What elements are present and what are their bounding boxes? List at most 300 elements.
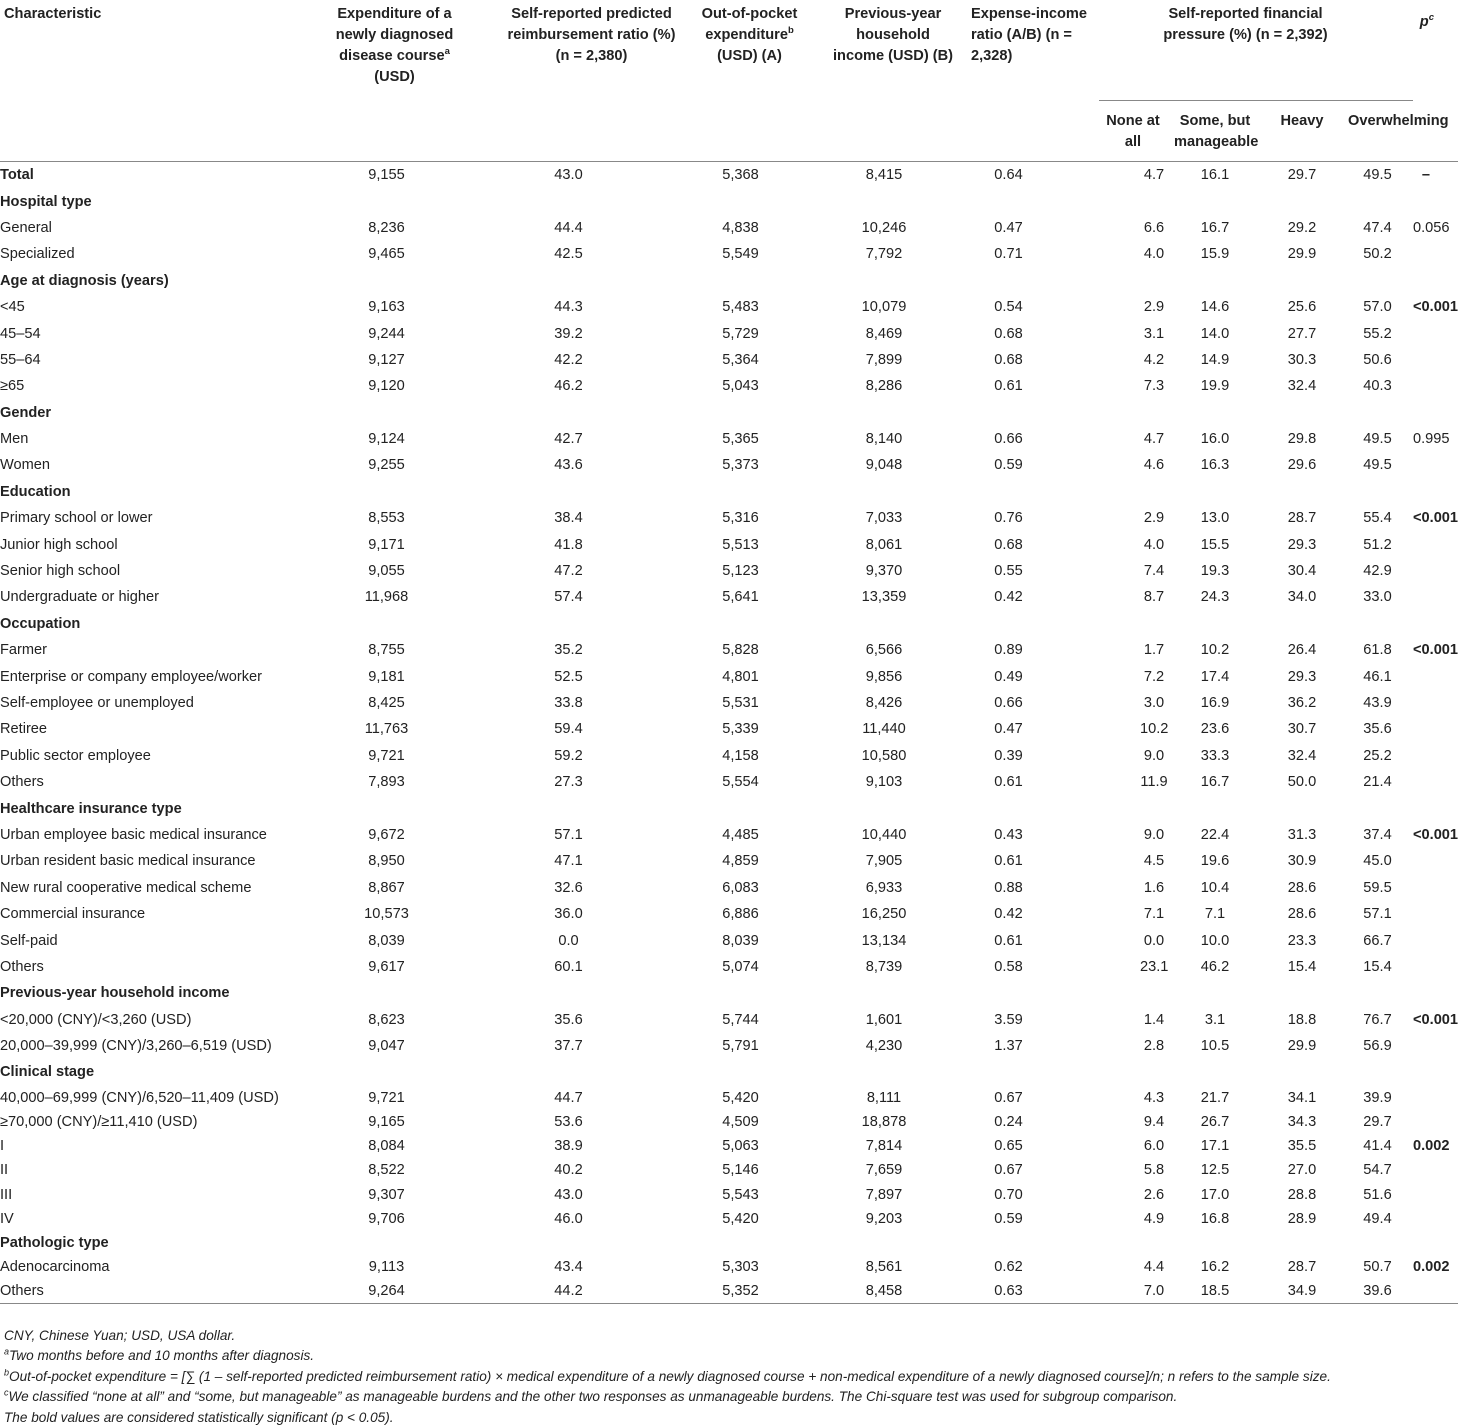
cell-value: 0.54: [994, 299, 1023, 316]
cell-value: 28.6: [1287, 906, 1317, 923]
table-row: [0, 505, 1458, 531]
p-value: [1413, 452, 1458, 478]
cell-value: 41.4: [1363, 1138, 1392, 1155]
cell-value: 0.89: [994, 642, 1023, 659]
cell-value: 8,469: [865, 325, 903, 342]
row-label: Adenocarcinoma: [0, 1259, 110, 1276]
cell-value: 9,124: [368, 431, 405, 448]
cell-value: 17.4: [1200, 668, 1230, 685]
cell-value: 5,543: [722, 1186, 759, 1203]
section-label: Gender: [0, 404, 52, 421]
cell-value: 0.0: [1143, 932, 1165, 949]
cell-value: 11,440: [862, 721, 906, 738]
cell-value: 10,246: [861, 219, 907, 236]
table-row: [0, 215, 1458, 241]
cell-value: 55.4: [1363, 510, 1392, 527]
p-value: 0.002: [1413, 1138, 1450, 1155]
section-label: Healthcare insurance type: [0, 800, 182, 817]
subheader-overwhelming: Overwhelming: [1342, 101, 1413, 162]
table-row: [0, 1033, 1458, 1059]
table-row: [0, 1110, 1458, 1134]
cell-value: 29.7: [1287, 167, 1317, 184]
cell-value: 9,672: [368, 826, 405, 843]
cell-value: 5,420: [722, 1089, 759, 1106]
cell-value: 4,485: [722, 826, 759, 843]
p-value: [1413, 1279, 1458, 1304]
cell-value: 16.1: [1200, 167, 1230, 184]
cell-value: 16.7: [1200, 774, 1230, 791]
cell-value: 15.5: [1200, 536, 1230, 553]
cell-value: 56.9: [1363, 1038, 1392, 1055]
table-row: [0, 1279, 1458, 1304]
cell-value: 42.9: [1363, 563, 1392, 580]
table-row: [0, 426, 1458, 452]
cell-value: 32.4: [1287, 378, 1317, 395]
cell-value: 7.2: [1143, 668, 1165, 685]
cell-value: 34.0: [1287, 589, 1317, 606]
cell-value: 1.6: [1143, 879, 1165, 896]
section-row: [0, 188, 1458, 214]
cell-value: 46.1: [1363, 668, 1392, 685]
cell-value: 6.0: [1143, 1138, 1165, 1155]
p-value: [1413, 690, 1458, 716]
footnote-b: $^b$Out-of-pocket expenditure = [∑ (1 – self-reported predicted reimbursement ratio) × medical expenditure of a newly diagnosed course + non-medical expenditure of a newly diagnosed course]/n; n refers to the sample size.: [4, 1367, 1331, 1384]
cell-value: 5,554: [722, 774, 759, 791]
cell-value: 5,549: [722, 246, 759, 263]
cell-value: 0.61: [994, 853, 1023, 870]
cell-value: 6,886: [722, 906, 759, 923]
header-characteristic: Characteristic: [4, 6, 102, 22]
cell-value: 33.3: [1200, 747, 1230, 764]
cell-value: 50.6: [1363, 351, 1392, 368]
cell-value: 0.43: [994, 826, 1023, 843]
cell-value: 57.0: [1363, 299, 1392, 316]
table-row: [0, 822, 1458, 848]
cell-value: 47.4: [1363, 219, 1392, 236]
p-value: [1413, 743, 1458, 769]
cell-value: 8,623: [368, 1011, 405, 1028]
cell-value: 47.2: [554, 563, 583, 580]
cell-value: 7.1: [1204, 906, 1226, 923]
cell-value: 5,063: [722, 1138, 759, 1155]
cell-value: 49.5: [1363, 167, 1392, 184]
cell-value: 0.42: [994, 589, 1023, 606]
cell-value: 0.59: [994, 457, 1023, 474]
row-label: <20,000 (CNY)/<3,260 (USD): [0, 1011, 192, 1028]
row-label: 45–54: [0, 325, 41, 342]
cell-value: 57.1: [554, 826, 583, 843]
cell-value: 46.0: [554, 1210, 583, 1227]
cell-value: 1.7: [1143, 642, 1165, 659]
header-household-income: Previous-year household income (USD) (B): [833, 6, 953, 64]
cell-value: 4.3: [1143, 1089, 1165, 1106]
section-label: Education: [0, 483, 71, 500]
table-row: [0, 558, 1458, 584]
cell-value: 16.8: [1200, 1210, 1230, 1227]
cell-value: 28.8: [1287, 1186, 1317, 1203]
cell-value: 11,763: [364, 721, 409, 738]
cell-value: 10.2: [1140, 721, 1169, 738]
cell-value: 35.6: [1363, 721, 1392, 738]
cell-value: 8,522: [368, 1162, 405, 1179]
cell-value: 0.59: [994, 1210, 1023, 1227]
cell-value: 50.0: [1287, 774, 1317, 791]
cell-value: 4.7: [1143, 167, 1165, 184]
table-body: [0, 162, 1458, 1304]
cell-value: 49.5: [1363, 431, 1392, 448]
cell-value: 7.0: [1098, 1279, 1168, 1304]
table-row: [0, 294, 1458, 320]
cell-value: 5,420: [722, 1210, 759, 1227]
table-row: [0, 373, 1458, 399]
cell-value: 19.9: [1200, 378, 1230, 395]
row-label: Enterprise or company employee/worker: [0, 668, 262, 685]
subheader-some-manageable: Some, but manageable: [1168, 101, 1262, 162]
footnote-abbreviations: CNY, Chinese Yuan; USD, USA dollar.: [4, 1328, 236, 1343]
cell-value: 57.4: [554, 589, 583, 606]
cell-value: 16.7: [1200, 219, 1230, 236]
table-row: [0, 1158, 1458, 1182]
header-reimbursement: Self-reported predicted reimbursement ratio (%) (n = 2,380): [507, 6, 676, 64]
cell-value: 32.6: [554, 879, 583, 896]
cell-value: 28.7: [1287, 1259, 1317, 1276]
cell-value: 27.7: [1287, 325, 1317, 342]
cell-value: 9.4: [1143, 1113, 1165, 1130]
row-label: Farmer: [0, 642, 48, 659]
cell-value: 7,897: [865, 1186, 903, 1203]
cell-value: 39.2: [554, 325, 583, 342]
cell-value: 29.3: [1287, 668, 1317, 685]
cell-value: 9,113: [368, 1259, 405, 1276]
row-label: Undergraduate or higher: [0, 589, 160, 606]
cell-value: 1.37: [994, 1038, 1023, 1055]
cell-value: 61.8: [1363, 642, 1392, 659]
cell-value: 42.7: [554, 431, 583, 448]
cell-value: 7.3: [1143, 378, 1165, 395]
row-label: 20,000–39,999 (CNY)/3,260–6,519 (USD): [0, 1038, 272, 1055]
table-row: [0, 1182, 1458, 1206]
cell-value: 23.1: [1140, 958, 1169, 975]
cell-value: 0.68: [994, 325, 1023, 342]
cell-value: 0.61: [994, 378, 1023, 395]
cell-value: 39.9: [1363, 1089, 1392, 1106]
cell-value: 44.4: [554, 219, 583, 236]
row-label: Urban resident basic medical insurance: [0, 853, 256, 870]
cell-value: 3.59: [994, 1011, 1023, 1028]
cell-value: 4,859: [722, 853, 759, 870]
cell-value: 10.4: [1200, 879, 1230, 896]
row-label: Others: [0, 958, 44, 975]
cell-value: 0.24: [994, 1113, 1023, 1130]
row-label: II: [0, 1162, 9, 1179]
cell-value: 44.2: [495, 1279, 678, 1304]
p-value: 0.056: [1413, 219, 1450, 236]
total-row: [0, 162, 1458, 189]
cell-value: 2.9: [1143, 510, 1165, 527]
cell-value: 6,083: [722, 879, 759, 896]
cell-value: 42.5: [554, 246, 583, 263]
cell-value: 29.8: [1287, 431, 1317, 448]
row-label: IV: [0, 1210, 14, 1227]
cell-value: 0.66: [994, 695, 1023, 711]
p-value: [1413, 1110, 1458, 1134]
cell-value: 11,968: [364, 589, 409, 606]
cell-value: 0.71: [994, 246, 1023, 263]
table-row: [0, 1255, 1458, 1279]
table-row: [0, 584, 1458, 610]
cell-value: 16.0: [1200, 431, 1230, 448]
row-label: Self-paid: [0, 932, 58, 949]
cell-value: 9,856: [865, 668, 903, 685]
cell-value: 29.6: [1287, 457, 1317, 474]
table-row: [0, 320, 1458, 346]
section-row: [0, 479, 1458, 505]
cell-value: 8.7: [1143, 589, 1165, 606]
cell-value: 11.9: [1140, 774, 1168, 791]
cell-value: 5,641: [722, 589, 759, 606]
cell-value: 43.6: [554, 457, 583, 474]
cell-value: 38.4: [554, 510, 583, 527]
cell-value: 8,140: [865, 431, 903, 448]
cell-value: 5,483: [722, 299, 759, 316]
table-row: [0, 716, 1458, 742]
cell-value: 43.0: [554, 1186, 583, 1203]
table-row: [0, 241, 1458, 267]
cell-value: 0.68: [994, 351, 1023, 368]
row-label: Junior high school: [0, 536, 118, 553]
cell-value: 40.3: [1363, 378, 1392, 395]
cell-value: 52.5: [554, 668, 583, 685]
row-label: Men: [0, 431, 29, 448]
cell-value: 5,365: [722, 431, 759, 448]
cell-value: 25.2: [1363, 747, 1392, 764]
cell-value: 10,573: [364, 906, 409, 923]
cell-value: 8,415: [865, 167, 903, 184]
cell-value: 5,373: [722, 457, 759, 474]
row-label: <45: [0, 299, 25, 316]
cell-value: 2.8: [1143, 1038, 1165, 1055]
cell-value: 5,828: [722, 642, 759, 659]
cell-value: 0.49: [994, 668, 1023, 685]
p-value: [1413, 1207, 1458, 1231]
cell-value: 36.2: [1287, 695, 1317, 711]
footnote-a: $^a$Two months before and 10 months after diagnosis.: [4, 1346, 315, 1364]
table-row: [0, 1086, 1458, 1110]
p-value: [1413, 927, 1458, 953]
cell-value: 18.8: [1287, 1011, 1317, 1028]
cell-value: 30.4: [1287, 563, 1317, 580]
table-row: [0, 1207, 1458, 1231]
cell-value: 4.9: [1143, 1210, 1165, 1227]
cell-value: 54.7: [1363, 1162, 1392, 1179]
p-value: [1413, 584, 1458, 610]
table-footnotes: [4, 1326, 1454, 1428]
cell-value: 33.8: [554, 695, 583, 711]
table-row: [0, 901, 1458, 927]
cell-value: 5,729: [722, 325, 759, 342]
cell-value: 10,079: [861, 299, 907, 316]
table-row: [0, 637, 1458, 663]
cell-value: 57.1: [1363, 906, 1392, 923]
cell-value: 60.1: [554, 958, 583, 975]
cell-value: 5,123: [722, 563, 759, 580]
cell-value: 8,561: [865, 1259, 903, 1276]
cell-value: 15.9: [1200, 246, 1230, 263]
cell-value: 4.7: [1143, 431, 1165, 448]
cell-value: 5,364: [722, 351, 759, 368]
cell-value: 27.0: [1287, 1162, 1317, 1179]
row-label: Others: [0, 1279, 308, 1304]
cell-value: 42.2: [554, 351, 583, 368]
p-value: <0.001: [1413, 299, 1458, 316]
table-row: [0, 769, 1458, 795]
footnote-bold-note: The bold values are considered statistically significant (p < 0.05).: [4, 1409, 394, 1425]
cell-value: 5,043: [722, 378, 759, 395]
cell-value: 34.9: [1262, 1279, 1342, 1304]
cell-value: 16.2: [1200, 1259, 1230, 1276]
cell-value: 0.88: [994, 879, 1023, 896]
cell-value: 9,165: [368, 1113, 405, 1130]
cell-value: 15.4: [1287, 958, 1317, 975]
cell-value: 36.0: [554, 906, 583, 923]
header-p-value: $p^c$: [1419, 12, 1434, 30]
cell-value: 24.3: [1200, 589, 1230, 606]
p-value: [1413, 901, 1458, 927]
row-label: Senior high school: [0, 563, 121, 580]
cell-value: 16.9: [1200, 695, 1230, 711]
row-label: Specialized: [0, 246, 75, 263]
table-row: [0, 927, 1458, 953]
cell-value: 5,339: [722, 721, 759, 738]
cell-value: 30.7: [1287, 721, 1317, 738]
cell-value: 35.2: [554, 642, 583, 659]
table-row: [0, 848, 1458, 874]
cell-value: 5,303: [722, 1259, 759, 1276]
cell-value: 9,120: [368, 378, 405, 395]
cell-value: 13.0: [1200, 510, 1230, 527]
cell-value: 26.4: [1287, 642, 1317, 659]
cell-value: 9,307: [368, 1186, 405, 1203]
cell-value: 26.7: [1200, 1113, 1230, 1130]
p-value: [1413, 716, 1458, 742]
cell-value: 8,426: [865, 695, 903, 711]
p-value: 0.995: [1413, 431, 1450, 448]
section-row: [0, 400, 1458, 426]
row-label: Others: [0, 774, 44, 791]
cell-value: 17.0: [1200, 1186, 1230, 1203]
cell-value: 29.2: [1287, 219, 1317, 236]
table-row: [0, 531, 1458, 557]
table-row: [0, 743, 1458, 769]
p-value: –: [1421, 167, 1430, 184]
cell-value: 9,163: [368, 299, 405, 316]
p-value: [1413, 1086, 1458, 1110]
section-row: [0, 980, 1458, 1006]
p-value: [1413, 558, 1458, 584]
cell-value: 0.76: [994, 510, 1023, 527]
cell-value: 43.0: [554, 167, 583, 184]
table-row: [0, 1007, 1458, 1033]
header-out-of-pocket: Out-of-pocket expenditure$^b$ (USD) (A): [701, 6, 798, 64]
cell-value: 5,368: [722, 167, 759, 184]
cell-value: 35.5: [1287, 1138, 1317, 1155]
p-value: [1413, 663, 1458, 689]
cell-value: 2.6: [1143, 1186, 1165, 1203]
cell-value: 33.0: [1363, 589, 1392, 606]
cell-value: 5,513: [722, 536, 759, 553]
cell-value: 4.0: [1143, 246, 1165, 263]
cell-value: 17.1: [1200, 1138, 1230, 1155]
cell-value: 4,509: [722, 1113, 759, 1130]
cell-value: 9,127: [368, 351, 405, 368]
row-label: Commercial insurance: [0, 906, 146, 923]
cell-value: 8,039: [368, 932, 405, 949]
cell-value: 0.39: [994, 747, 1023, 764]
row-label: ≥65: [0, 378, 25, 395]
cell-value: 4,801: [722, 668, 759, 685]
cell-value: 8,084: [368, 1138, 405, 1155]
section-label: Clinical stage: [0, 1064, 95, 1081]
cell-value: 39.6: [1342, 1279, 1413, 1304]
cell-value: 50.7: [1363, 1259, 1392, 1276]
cell-value: 14.9: [1200, 351, 1230, 368]
cell-value: 28.7: [1287, 510, 1317, 527]
cell-value: 45.0: [1363, 853, 1392, 870]
cell-value: 0.55: [994, 563, 1023, 580]
cell-value: 34.1: [1287, 1089, 1317, 1106]
cell-value: 19.6: [1200, 853, 1230, 870]
cell-value: 0.63: [963, 1279, 1098, 1304]
cell-value: 59.2: [554, 747, 583, 764]
cell-value: 30.9: [1287, 853, 1317, 870]
cell-value: 0.42: [994, 906, 1023, 923]
cell-value: 0.67: [994, 1089, 1023, 1106]
cell-value: 5,744: [722, 1011, 759, 1028]
cell-value: 3.0: [1143, 695, 1165, 711]
cell-value: 16,250: [861, 906, 907, 923]
cell-value: 9,155: [368, 167, 405, 184]
table-row: [0, 690, 1458, 716]
p-value: [1413, 373, 1458, 399]
cell-value: 49.5: [1363, 457, 1392, 474]
cell-value: 10.2: [1200, 642, 1230, 659]
cell-value: 0.47: [994, 721, 1023, 738]
header-expenditure: Expenditure of a newly diagnosed disease course$^a$ (USD): [335, 6, 454, 85]
cell-value: 21.7: [1200, 1089, 1230, 1106]
cell-value: 50.2: [1363, 246, 1392, 263]
cell-value: 9,706: [368, 1210, 405, 1227]
cell-value: 46.2: [1200, 958, 1230, 975]
row-label: Total: [0, 167, 34, 184]
row-label: Women: [0, 457, 51, 474]
cell-value: 8,425: [368, 695, 405, 711]
cell-value: 44.7: [554, 1089, 583, 1106]
cell-value: 9,171: [368, 536, 405, 553]
cell-value: 0.58: [994, 958, 1023, 975]
row-label: ≥70,000 (CNY)/≥11,410 (USD): [0, 1113, 198, 1130]
cell-value: 6.6: [1143, 219, 1165, 236]
cell-value: 0.64: [994, 167, 1023, 184]
cell-value: 0.68: [994, 536, 1023, 553]
row-label: 55–64: [0, 351, 41, 368]
section-row: [0, 1059, 1458, 1085]
cell-value: 18,878: [861, 1113, 907, 1130]
table-row: [0, 1134, 1458, 1158]
cell-value: 40.2: [554, 1162, 583, 1179]
cell-value: 9,370: [865, 563, 903, 580]
cell-value: 6,566: [865, 642, 903, 659]
cell-value: 13,134: [861, 932, 907, 949]
